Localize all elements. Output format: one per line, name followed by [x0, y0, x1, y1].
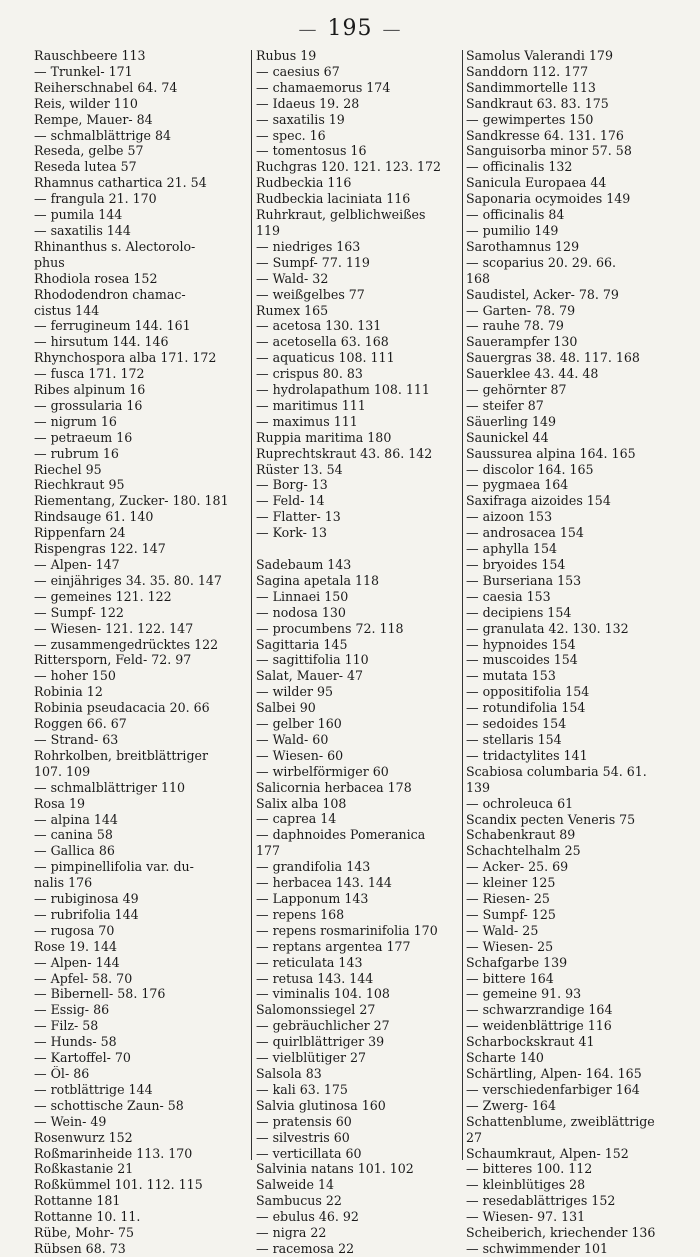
- index-entry: Saxifraga aizoides 154: [466, 493, 611, 509]
- index-entry: Scharte 140: [466, 1050, 544, 1066]
- index-entry: — rubrum 16: [34, 445, 119, 461]
- page-number-dash-left: —: [298, 19, 318, 40]
- index-entry: Rhinanthus s. Alectorolo-: [34, 238, 196, 254]
- index-entry: Rhynchospora alba 171. 172: [34, 350, 217, 366]
- index-entry: Rottanne 10. 11.: [34, 1209, 141, 1225]
- index-entry: Roßmarinheide 113. 170: [34, 1145, 193, 1161]
- index-entry: Rhamnus cathartica 21. 54: [34, 175, 207, 191]
- index-entry: — schmalblättrige 84: [34, 127, 172, 143]
- index-entry: — pratensis 60: [256, 1113, 352, 1129]
- index-entry: — hypnoides 154: [466, 636, 576, 652]
- index-entry: Rispengras 122. 147: [34, 541, 166, 557]
- index-entry: Rittersporn, Feld- 72. 97: [34, 652, 192, 668]
- index-entry: Ruchgras 120. 121. 123. 172: [256, 159, 441, 175]
- index-entry: Rindsauge 61. 140: [34, 509, 154, 525]
- index-entry: — Wiesen- 121. 122. 147: [34, 620, 194, 636]
- index-entry: Rudbeckia laciniata 116: [256, 191, 411, 207]
- index-entry: — Öl- 86: [34, 1066, 90, 1081]
- index-entry: Salicornia herbacea 178: [256, 779, 412, 795]
- index-entry: — Acker- 25. 69: [466, 859, 569, 875]
- index-entry: — Riesen- 25: [466, 891, 550, 907]
- index-entry: Roggen 66. 67: [34, 716, 127, 732]
- index-entry: — verticillata 60: [256, 1145, 362, 1161]
- index-entry: — Wein- 49: [34, 1113, 107, 1129]
- index-entry: Salsola 83: [256, 1065, 322, 1081]
- index-entry: Saunickel 44: [466, 429, 549, 445]
- index-entry: — gelber 160: [256, 716, 342, 732]
- index-entry: Sadebaum 143: [256, 556, 352, 572]
- index-entry: — wirbelförmiger 60: [256, 763, 389, 779]
- index-entry: Sanguisorba minor 57. 58: [466, 143, 632, 159]
- index-entry: — sagittifolia 110: [256, 652, 369, 668]
- index-column-1: [34, 48, 246, 1257]
- index-entry: — mutata 153: [466, 668, 556, 684]
- index-entry: — gehörnter 87: [466, 382, 567, 398]
- index-entry: Ruppia maritima 180: [256, 429, 392, 445]
- index-entry: — Alpen- 144: [34, 954, 120, 970]
- index-entry: — aphylla 154: [466, 541, 557, 557]
- index-entry: — Alpen- 147: [34, 557, 120, 572]
- index-entry: — zusammengedrücktes 122: [34, 636, 219, 652]
- index-entry: — scoparius 20. 29. 66.: [466, 254, 616, 270]
- index-entry: Saponaria ocymoides 149: [466, 191, 631, 207]
- index-entry: Scandix pecten Veneris 75: [466, 811, 636, 827]
- index-entry: Sambucus 22: [256, 1193, 342, 1209]
- index-entry: — sedoides 154: [466, 716, 567, 732]
- index-entry: — kleinblütiges 28: [466, 1177, 586, 1193]
- index-entry: Sagina apetala 118: [256, 572, 380, 588]
- index-entry: Schattenblume, zweiblättrige: [466, 1113, 655, 1129]
- index-entry: Ribes alpinum 16: [34, 382, 146, 398]
- index-entry: — acetosella 63. 168: [256, 334, 389, 350]
- index-entry: — canina 58: [34, 827, 113, 843]
- index-entry: — officinalis 132: [466, 159, 573, 175]
- index-entry: — Idaeus 19. 28: [256, 95, 360, 111]
- index-entry: — pygmaea 164: [466, 477, 569, 493]
- index-entry: — Wiesen- 97. 131: [466, 1209, 586, 1225]
- index-entry: — bryoides 154: [466, 557, 566, 572]
- index-entry: — herbacea 143. 144: [256, 875, 392, 891]
- index-entry: — wilder 95: [256, 684, 333, 700]
- index-entry: Saudistel, Acker- 78. 79: [466, 286, 619, 302]
- index-entry: — kleiner 125: [466, 875, 556, 891]
- index-entry: Rose 19. 144: [34, 938, 118, 954]
- index-entry: — ferrugineum 144. 161: [34, 318, 191, 334]
- index-entry: — Essig- 86: [34, 1002, 110, 1018]
- index-entry: Saussurea alpina 164. 165: [466, 445, 636, 461]
- index-entry: — rauhe 78. 79: [466, 318, 564, 334]
- index-entry: — Apfel- 58. 70: [34, 970, 133, 986]
- index-entry: Rhodiola rosea 152: [34, 270, 158, 286]
- index-entry: Rosenwurz 152: [34, 1129, 133, 1145]
- index-entry: — Bibernell- 58. 176: [34, 986, 166, 1002]
- index-entry: Salat, Mauer- 47: [256, 668, 364, 684]
- index-entry: — discolor 164. 165: [466, 461, 594, 477]
- index-entry: — Filz- 58: [34, 1018, 99, 1034]
- index-column-3: [466, 48, 688, 1257]
- page-number-dash-right: —: [382, 19, 402, 40]
- index-entry: — tridactylites 141: [466, 747, 588, 763]
- index-entry: — rotundifolia 154: [466, 700, 586, 716]
- index-entry: — steifer 87: [466, 397, 544, 413]
- index-entry: nalis 176: [34, 875, 93, 891]
- index-entry: — grossularia 16: [34, 397, 143, 413]
- index-entry: — einjähriges 34. 35. 80. 147: [34, 572, 222, 588]
- index-entry: — Lapponum 143: [256, 891, 369, 907]
- index-entry: — muscoides 154: [466, 652, 578, 668]
- index-entry: — gemeines 121. 122: [34, 588, 172, 604]
- index-entry: Ruprechtskraut 43. 86. 142: [256, 445, 433, 461]
- index-entry: — reticulata 143: [256, 954, 363, 970]
- index-entry: Rudbeckia 116: [256, 175, 352, 191]
- index-entry: — gebräuchlicher 27: [256, 1018, 390, 1034]
- index-entry: Schafgarbe 139: [466, 954, 568, 970]
- index-entry: Schachtelhalm 25: [466, 843, 581, 859]
- index-entry: — niedriges 163: [256, 238, 361, 254]
- index-entry: Rippenfarn 24: [34, 525, 126, 541]
- index-entry: — aizoon 153: [466, 509, 553, 525]
- index-spacer: [256, 541, 462, 557]
- index-entry: — bittere 164: [466, 970, 554, 986]
- index-entry: Roßkümmel 101. 112. 115: [34, 1177, 203, 1193]
- index-entry: — frangula 21. 170: [34, 191, 157, 207]
- index-entry: — Gallica 86: [34, 843, 115, 859]
- index-entry: — schottische Zaun- 58: [34, 1097, 184, 1113]
- index-entry: — schwimmender 101: [466, 1240, 609, 1256]
- index-entry: — rugosa 70: [34, 922, 115, 938]
- index-entry: — reptans argentea 177: [256, 938, 411, 954]
- index-entry: — spec. 16: [256, 127, 326, 143]
- index-entry: Schärtling, Alpen- 164. 165: [466, 1066, 642, 1081]
- index-entry: Schaumkraut, Alpen- 152: [466, 1145, 629, 1161]
- index-entry: 168: [466, 270, 491, 286]
- index-entry: — ochroleuca 61: [466, 795, 574, 811]
- index-entry: — hirsutum 144. 146: [34, 334, 169, 350]
- index-entry: Salbei 90: [256, 700, 316, 716]
- index-entry: — pumila 144: [34, 207, 123, 223]
- index-entry: Rübsen 68. 73: [34, 1240, 126, 1256]
- index-entry: — Wiesen- 60: [256, 747, 344, 763]
- index-entry: Rübe, Mohr- 75: [34, 1225, 135, 1241]
- index-entry: cistus 144: [34, 302, 100, 318]
- index-entry: Rumex 165: [256, 302, 329, 318]
- index-entry: 119: [256, 222, 281, 238]
- index-entry: Rauschbeere 113: [34, 48, 146, 63]
- index-entry: — pumilio 149: [466, 222, 559, 238]
- index-entry: Rohrkolben, breitblättriger: [34, 747, 208, 763]
- index-entry: — officinalis 84: [466, 207, 565, 223]
- page-number: [0, 16, 700, 41]
- index-entry: — quirlblättriger 39: [256, 1034, 385, 1050]
- index-entry: Roßkastanie 21: [34, 1161, 134, 1177]
- index-entry: — caesius 67: [256, 63, 340, 79]
- index-entry: — fusca 171. 172: [34, 366, 145, 382]
- index-entry: Sauergras 38. 48. 117. 168: [466, 350, 640, 366]
- index-entry: Salomonssiegel 27: [256, 1002, 376, 1018]
- index-entry: — Wiesen- 25: [466, 938, 554, 954]
- index-entry: — Kork- 13: [256, 525, 327, 541]
- index-entry: — vielblütiger 27: [256, 1050, 367, 1066]
- index-entry: — Hunds- 58: [34, 1034, 117, 1050]
- index-entry: — aquaticus 108. 111: [256, 350, 395, 366]
- index-entry: — decipiens 154: [466, 604, 572, 620]
- index-entry: — saxatilis 19: [256, 111, 345, 127]
- index-entry: — caprea 14: [256, 811, 337, 827]
- index-entry: — caesia 153: [466, 588, 551, 604]
- index-entry: Sanicula Europaea 44: [466, 175, 607, 191]
- index-entry: Riechkraut 95: [34, 477, 125, 493]
- index-entry: Salvinia natans 101. 102: [256, 1161, 414, 1177]
- index-entry: — nigra 22: [256, 1225, 327, 1241]
- index-entry: — rubrifolia 144: [34, 906, 139, 922]
- index-entry: 107. 109: [34, 763, 91, 779]
- index-entry: — Trunkel- 171: [34, 63, 133, 79]
- index-entry: — Borg- 13: [256, 477, 328, 493]
- index-entry: Rhododendron chamac-: [34, 286, 186, 302]
- index-entry: — Burseriana 153: [466, 572, 582, 588]
- index-entry: Reseda, gelbe 57: [34, 143, 144, 159]
- index-entry: — granulata 42. 130. 132: [466, 620, 629, 636]
- index-entry: Riementang, Zucker- 180. 181: [34, 493, 229, 509]
- index-entry: — Wald- 25: [466, 922, 539, 938]
- index-entry: Scheiberich, kriechender 136: [466, 1225, 656, 1241]
- index-entry: Sanddorn 112. 177: [466, 63, 589, 79]
- index-entry: — schwarzrandige 164: [466, 1002, 613, 1018]
- index-entry: — daphnoides Pomeranica: [256, 827, 426, 843]
- index-entry: Rubus 19: [256, 48, 317, 63]
- index-entry: Schabenkraut 89: [466, 827, 576, 843]
- index-entry: Sandimmortelle 113: [466, 79, 596, 95]
- index-entry: — Flatter- 13: [256, 509, 341, 525]
- index-entry: — Wald- 32: [256, 270, 329, 286]
- index-entry: — maritimus 111: [256, 397, 366, 413]
- index-entry: — grandifolia 143: [256, 859, 371, 875]
- index-entry: 27: [466, 1129, 483, 1145]
- index-entry: Rempe, Mauer- 84: [34, 111, 153, 127]
- index-entry: Ruhrkraut, gelblichweißes: [256, 207, 426, 223]
- index-entry: — Kartoffel- 70: [34, 1050, 131, 1066]
- index-entry: — Feld- 14: [256, 493, 325, 509]
- index-entry: — resedablättriges 152: [466, 1193, 616, 1209]
- index-entry: — nodosa 130: [256, 604, 346, 620]
- index-entry: — schmalblättriger 110: [34, 779, 186, 795]
- index-entry: Rüster 13. 54: [256, 461, 343, 477]
- index-entry: — Zwerg- 164: [466, 1097, 556, 1113]
- index-entry: Reseda lutea 57: [34, 159, 137, 175]
- index-entry: Sandkraut 63. 83. 175: [466, 95, 609, 111]
- index-entry: Rottanne 181: [34, 1193, 121, 1209]
- index-entry: — ebulus 46. 92: [256, 1209, 359, 1225]
- index-entry: — racemosa 22: [256, 1240, 355, 1256]
- index-entry: 177: [256, 843, 281, 859]
- index-entry: — oppositifolia 154: [466, 684, 590, 700]
- column-divider-left: [251, 50, 252, 1160]
- index-entry: — viminalis 104. 108: [256, 986, 390, 1002]
- index-entry: — chamaemorus 174: [256, 79, 391, 95]
- index-entry: Sauerampfer 130: [466, 334, 578, 350]
- index-entry: — retusa 143. 144: [256, 970, 374, 986]
- index-entry: — Wald- 60: [256, 731, 329, 747]
- index-entry: — kali 63. 175: [256, 1081, 348, 1097]
- index-entry: — verschiedenfarbiger 164: [466, 1081, 640, 1097]
- index-entry: — alpina 144: [34, 811, 118, 827]
- column-divider-right: [462, 50, 463, 1160]
- index-entry: — repens rosmarinifolia 170: [256, 922, 438, 938]
- index-entry: Säuerling 149: [466, 413, 556, 429]
- index-entry: — Strand- 63: [34, 731, 119, 747]
- index-entry: — acetosa 130. 131: [256, 318, 382, 334]
- index-entry: phus: [34, 254, 65, 270]
- index-entry: — saxatilis 144: [34, 222, 131, 238]
- index-entry: — pimpinellifolia var. du-: [34, 859, 194, 875]
- index-entry: — rotblättrige 144: [34, 1081, 153, 1097]
- index-entry: — gewimpertes 150: [466, 111, 594, 127]
- index-entry: — Garten- 78. 79: [466, 302, 576, 318]
- index-entry: Sarothamnus 129: [466, 238, 580, 254]
- index-entry: Salweide 14: [256, 1177, 334, 1193]
- index-entry: — silvestris 60: [256, 1129, 350, 1145]
- index-entry: Sandkresse 64. 131. 176: [466, 127, 624, 143]
- index-entry: Sauerklee 43. 44. 48: [466, 366, 599, 382]
- index-entry: — Sumpf- 125: [466, 906, 556, 922]
- index-entry: — Linnaei 150: [256, 588, 349, 604]
- index-entry: Samolus Valerandi 179: [466, 48, 613, 63]
- index-entry: — procumbens 72. 118: [256, 620, 404, 636]
- index-entry: — maximus 111: [256, 413, 358, 429]
- index-entry: — androsacea 154: [466, 525, 584, 541]
- index-entry: — tomentosus 16: [256, 143, 367, 159]
- index-entry: — hydrolapathum 108. 111: [256, 382, 430, 398]
- index-entry: Reiherschnabel 64. 74: [34, 79, 178, 95]
- index-entry: Salvia glutinosa 160: [256, 1097, 386, 1113]
- index-entry: — crispus 80. 83: [256, 366, 363, 382]
- index-entry: Riechel 95: [34, 461, 102, 477]
- index-entry: Reis, wilder 110: [34, 95, 138, 111]
- index-entry: Robinia pseudacacia 20. 66: [34, 700, 210, 716]
- index-entry: — nigrum 16: [34, 413, 117, 429]
- index-entry: — stellaris 154: [466, 731, 562, 747]
- index-entry: — Sumpf- 122: [34, 604, 124, 620]
- index-entry: Sagittaria 145: [256, 636, 348, 652]
- index-entry: — hoher 150: [34, 668, 116, 684]
- index-entry: — gemeine 91. 93: [466, 986, 582, 1002]
- index-entry: Rosa 19: [34, 795, 86, 811]
- index-entry: Robinia 12: [34, 684, 103, 700]
- index-entry: — petraeum 16: [34, 429, 133, 445]
- index-entry: — bitteres 100. 112: [466, 1161, 593, 1177]
- index-entry: Salix alba 108: [256, 795, 347, 811]
- index-entry: — Sumpf- 77. 119: [256, 254, 370, 270]
- index-entry: Scabiosa columbaria 54. 61.: [466, 763, 647, 779]
- index-entry: 139: [466, 779, 491, 795]
- index-column-2: [256, 48, 462, 1257]
- index-entry: — rubiginosa 49: [34, 891, 139, 907]
- index-entry: — repens 168: [256, 906, 345, 922]
- index-entry: — weißgelbes 77: [256, 286, 365, 302]
- page-number-value: 195: [327, 16, 373, 41]
- index-entry: Scharbockskraut 41: [466, 1034, 595, 1050]
- index-entry: — weidenblättrige 116: [466, 1018, 612, 1034]
